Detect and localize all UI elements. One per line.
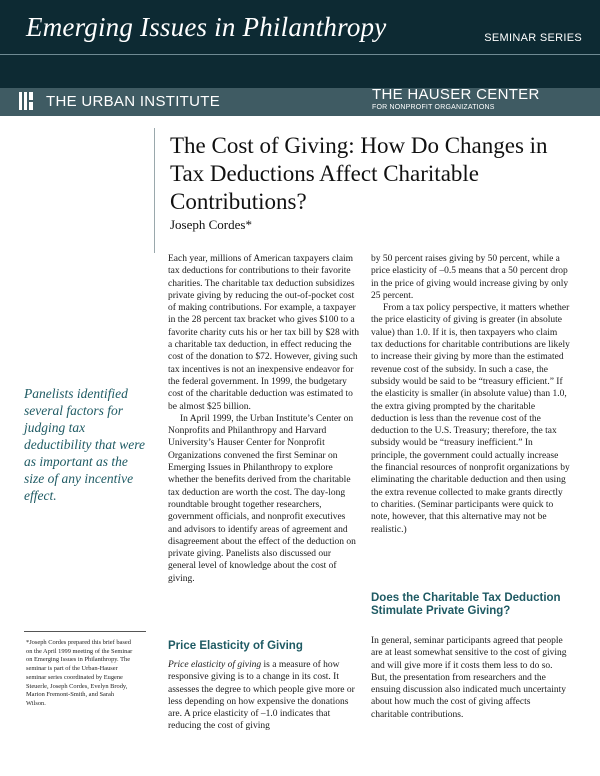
body-column-right [371, 253, 570, 536]
author-footnote: *Joseph Cordes prepared this brief based on the April 1999 meeting of the Seminar on Emerging Issues in Philanthropy. The seminar is part of the Urban-Hauser seminar series coordinated by Eugene Steuerle, Joseph Cordes, Evelyn Brody, Marion Fremont-Smith, and Sarah Wilson. [26, 639, 133, 707]
body-column-middle [168, 253, 361, 585]
article-title: The Cost of Giving: How Do Changes in Tax Deductions Affect Charitable Contributions? [170, 133, 548, 214]
title-vertical-rule [154, 128, 155, 253]
body-column-middle-lower [168, 659, 361, 733]
section-heading-tax-deduction: Does the Charitable Tax Deduction Stimulate Private Giving? [371, 592, 561, 617]
body-paragraph: From a tax policy perspective, it matters whether the price elasticity of giving is greater (in absolute value) than 1.0. If it is, then taxpayers who claim tax deductions for charitable contributions are likely to increase their giving by more than the estimated revenue cost of the subsidy. In such a case, the subsidy would be said to be “treasury efficient.” If the elasticity is smaller (in absolute value) than 1.0, the extra giving prompted by the charitable deduction is less than the revenue cost of the deduction to the U.S. Treasury; therefore, the tax subsidy would be “treasury inefficient.” In principle, the government could actually increase the financial resources of nonprofit organizations by eliminating the charitable deduction and then using the extra revenue collected to make grants directly to charities. (Seminar participants were quick to note, however, that this alternative may not be realistic.) [371, 303, 570, 535]
body-paragraph: In general, seminar participants agreed that people are at least somewhat sensitive to the cost of giving and will give more if it costs them less to do so. But, the presentation from researchers and the ensuing discussion also indicated much uncertainty about how much the cost of giving affects charitable contributions. [371, 636, 567, 720]
body-paragraph: In April 1999, the Urban Institute’s Center on Nonprofits and Philanthropy and Harvard University’s Hauser Center for Nonprofit Organizations convened the first Seminar on Emerging Issues in Philanthropy to explore whether the benefits derived from the charitable tax deduction are worth the cost. The day-long roundtable brought together researchers, government officials, and nonprofit executives and advisors to identify areas of agreement and disagreement about the effect of the deduction on private giving. Panelists also discussed our general level of knowledge about the cost of giving. [168, 413, 356, 584]
body-paragraph: by 50 percent raises giving by 50 percent, while a price elasticity of –0.5 means that a 50 percent drop in the price of giving would increase giving by only 25 percent. [371, 254, 569, 301]
urban-institute-logo-icon [19, 92, 33, 110]
masthead-banner [0, 0, 600, 88]
hauser-center-subtitle: FOR NONPROFIT ORGANIZATIONS [372, 104, 495, 111]
defined-term: Price elasticity of giving [168, 660, 262, 670]
article-author: Joseph Cordes* [170, 217, 252, 232]
section-heading-price-elasticity: Price Elasticity of Giving [168, 640, 303, 652]
urban-institute-name: THE URBAN INSTITUTE [46, 93, 221, 110]
body-paragraph [168, 659, 361, 733]
hauser-center-name: THE HAUSER CENTER [372, 86, 540, 103]
definition-text: is a measure of how responsive giving is to a change in its cost. It assesses the degree to which people give more or less depending on how expensive the donations are. A price elasticity of –1.0 indicates that reducing the cost of giving [168, 660, 355, 732]
publication-title: Emerging Issues in Philanthropy [26, 12, 387, 42]
pull-quote: Panelists identified several factors for judging tax deductibility that were as important as the size of any incentive effect. [24, 386, 145, 503]
banner-divider [0, 54, 600, 55]
series-label: SEMINAR SERIES [484, 32, 582, 44]
body-paragraph: Each year, millions of American taxpayers claim tax deductions for contributions to their favorite charities. The charitable tax deduction subsidizes private giving by reducing the out-of-pocket cost of making contributions. For example, a taxpayer in the 28 percent tax bracket who gives $100 to a favorite charity cuts his or her tax bill by $28 with a charitable tax deduction, in effect reducing the cost of the donation to $72. However, giving such tax incentives is not an inexpensive endeavor for the federal government. In 1999, the budgetary cost of the charitable deduction was estimated to be almost $25 billion. [168, 254, 360, 412]
body-column-right-lower [371, 635, 570, 721]
footnote-divider [24, 631, 146, 632]
